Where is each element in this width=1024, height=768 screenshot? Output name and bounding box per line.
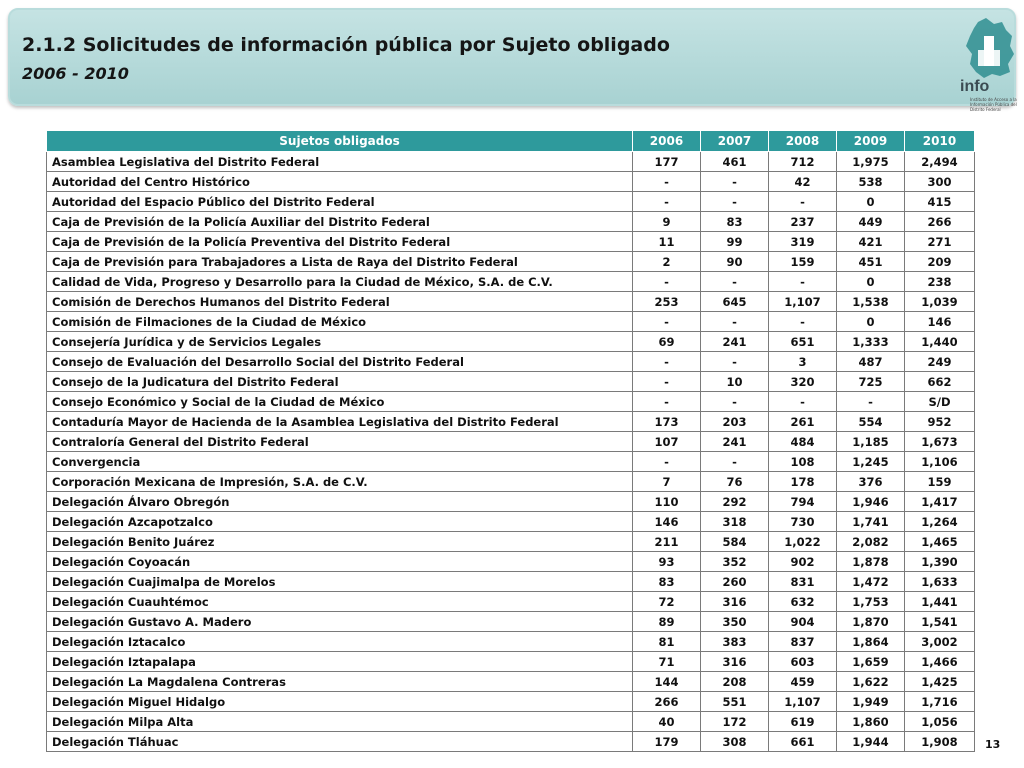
request-count-cell: 40 [633, 712, 701, 732]
request-count-cell: 249 [905, 352, 975, 372]
request-count-cell: 1,870 [837, 612, 905, 632]
request-count-cell: 179 [633, 732, 701, 752]
request-count-cell: 260 [701, 572, 769, 592]
request-count-cell: 1,946 [837, 492, 905, 512]
request-count-cell: 203 [701, 412, 769, 432]
subject-name-cell: Contraloría General del Distrito Federal [47, 432, 633, 452]
request-count-cell: - [633, 272, 701, 292]
request-count-cell: 208 [701, 672, 769, 692]
request-count-cell: 211 [633, 532, 701, 552]
subject-name-cell: Delegación Coyoacán [47, 552, 633, 572]
table-row [47, 232, 975, 252]
column-header-year: 2009 [837, 131, 905, 152]
table-body [47, 152, 975, 752]
table-row [47, 592, 975, 612]
subject-name-cell: Comisión de Filmaciones de la Ciudad de México [47, 312, 633, 332]
subject-name-cell: Delegación Cuajimalpa de Morelos [47, 572, 633, 592]
request-count-cell: 173 [633, 412, 701, 432]
request-count-cell: 2 [633, 252, 701, 272]
subject-name-cell: Consejo de Evaluación del Desarrollo Social del Distrito Federal [47, 352, 633, 372]
request-count-cell: 712 [769, 152, 837, 172]
request-count-cell: 449 [837, 212, 905, 232]
request-count-cell: 451 [837, 252, 905, 272]
request-count-cell: 1,753 [837, 592, 905, 612]
request-count-cell: - [701, 312, 769, 332]
request-count-cell: 1,107 [769, 692, 837, 712]
request-count-cell: - [633, 312, 701, 332]
table-row [47, 732, 975, 752]
table-row [47, 472, 975, 492]
request-count-cell: - [769, 272, 837, 292]
request-count-cell: 487 [837, 352, 905, 372]
request-count-cell: 72 [633, 592, 701, 612]
request-count-cell: 1,878 [837, 552, 905, 572]
request-count-cell: 238 [905, 272, 975, 292]
request-count-cell: 484 [769, 432, 837, 452]
request-count-cell: 1,106 [905, 452, 975, 472]
column-header-year: 2008 [769, 131, 837, 152]
request-count-cell: 178 [769, 472, 837, 492]
request-count-cell: 93 [633, 552, 701, 572]
request-count-cell: 83 [701, 212, 769, 232]
request-count-cell: 651 [769, 332, 837, 352]
request-count-cell: 551 [701, 692, 769, 712]
subject-name-cell: Asamblea Legislativa del Distrito Federal [47, 152, 633, 172]
request-count-cell: 1,472 [837, 572, 905, 592]
column-header-subject: Sujetos obligados [47, 131, 633, 152]
table-row [47, 392, 975, 412]
column-header-year: 2007 [701, 131, 769, 152]
request-count-cell: 1,541 [905, 612, 975, 632]
request-count-cell: 71 [633, 652, 701, 672]
request-count-cell: 584 [701, 532, 769, 552]
request-count-cell: - [633, 392, 701, 412]
table-row [47, 212, 975, 232]
table-row [47, 432, 975, 452]
request-count-cell: 0 [837, 272, 905, 292]
request-count-cell: 538 [837, 172, 905, 192]
table-header-row [47, 131, 975, 152]
request-count-cell: 241 [701, 432, 769, 452]
table-row [47, 272, 975, 292]
table-row [47, 252, 975, 272]
requests-table [46, 130, 975, 752]
request-count-cell: 3 [769, 352, 837, 372]
request-count-cell: 1,022 [769, 532, 837, 552]
column-header-year: 2006 [633, 131, 701, 152]
request-count-cell: 316 [701, 652, 769, 672]
request-count-cell: 319 [769, 232, 837, 252]
request-count-cell: 1,673 [905, 432, 975, 452]
request-count-cell: 554 [837, 412, 905, 432]
request-count-cell: - [633, 352, 701, 372]
table-row [47, 412, 975, 432]
request-count-cell: 10 [701, 372, 769, 392]
request-count-cell: 271 [905, 232, 975, 252]
request-count-cell: 350 [701, 612, 769, 632]
request-count-cell: 83 [633, 572, 701, 592]
table-row [47, 452, 975, 472]
request-count-cell: 42 [769, 172, 837, 192]
request-count-cell: 1,039 [905, 292, 975, 312]
request-count-cell: 1,056 [905, 712, 975, 732]
request-count-cell: 90 [701, 252, 769, 272]
request-count-cell: - [701, 192, 769, 212]
subject-name-cell: Caja de Previsión de la Policía Auxiliar del Distrito Federal [47, 212, 633, 232]
table-row [47, 612, 975, 632]
table-row [47, 672, 975, 692]
request-count-cell: 1,425 [905, 672, 975, 692]
request-count-cell: 1,245 [837, 452, 905, 472]
request-count-cell: 266 [633, 692, 701, 712]
request-count-cell: 1,417 [905, 492, 975, 512]
request-count-cell: 292 [701, 492, 769, 512]
request-count-cell: 603 [769, 652, 837, 672]
request-count-cell: 110 [633, 492, 701, 512]
request-count-cell: 619 [769, 712, 837, 732]
request-count-cell: - [837, 392, 905, 412]
request-count-cell: 237 [769, 212, 837, 232]
request-count-cell: 352 [701, 552, 769, 572]
subject-name-cell: Consejo de la Judicatura del Distrito Federal [47, 372, 633, 392]
request-count-cell: 1,741 [837, 512, 905, 532]
request-count-cell: 241 [701, 332, 769, 352]
request-count-cell: 1,633 [905, 572, 975, 592]
request-count-cell: 1,440 [905, 332, 975, 352]
request-count-cell: 177 [633, 152, 701, 172]
request-count-cell: 99 [701, 232, 769, 252]
request-count-cell: 459 [769, 672, 837, 692]
request-count-cell: 725 [837, 372, 905, 392]
request-count-cell: 1,908 [905, 732, 975, 752]
request-count-cell: 253 [633, 292, 701, 312]
subject-name-cell: Delegación Tláhuac [47, 732, 633, 752]
request-count-cell: 7 [633, 472, 701, 492]
request-count-cell: 209 [905, 252, 975, 272]
request-count-cell: 316 [701, 592, 769, 612]
request-count-cell: 421 [837, 232, 905, 252]
request-count-cell: - [701, 272, 769, 292]
subject-name-cell: Delegación Iztacalco [47, 632, 633, 652]
request-count-cell: 730 [769, 512, 837, 532]
subject-name-cell: Consejo Económico y Social de la Ciudad de México [47, 392, 633, 412]
request-count-cell: 0 [837, 312, 905, 332]
table-row [47, 172, 975, 192]
page-title: 2.1.2 Solicitudes de información pública por Sujeto obligado [22, 34, 670, 56]
table-row [47, 572, 975, 592]
request-count-cell: 107 [633, 432, 701, 452]
table-row [47, 652, 975, 672]
request-count-cell: 266 [905, 212, 975, 232]
request-count-cell: 9 [633, 212, 701, 232]
request-count-cell: 159 [769, 252, 837, 272]
request-count-cell: - [633, 192, 701, 212]
request-count-cell: 1,622 [837, 672, 905, 692]
subject-name-cell: Delegación Iztapalapa [47, 652, 633, 672]
table-row [47, 552, 975, 572]
request-count-cell: 0 [837, 192, 905, 212]
request-count-cell: 89 [633, 612, 701, 632]
table-row [47, 372, 975, 392]
request-count-cell: 1,333 [837, 332, 905, 352]
table-row [47, 632, 975, 652]
request-count-cell: 3,002 [905, 632, 975, 652]
request-count-cell: 1,390 [905, 552, 975, 572]
request-count-cell: 261 [769, 412, 837, 432]
table-row [47, 292, 975, 312]
request-count-cell: 1,949 [837, 692, 905, 712]
request-count-cell: 318 [701, 512, 769, 532]
request-count-cell: - [701, 172, 769, 192]
request-count-cell: 172 [701, 712, 769, 732]
subject-name-cell: Caja de Previsión de la Policía Preventiva del Distrito Federal [47, 232, 633, 252]
request-count-cell: 661 [769, 732, 837, 752]
subject-name-cell: Delegación Cuauhtémoc [47, 592, 633, 612]
subject-name-cell: Consejería Jurídica y de Servicios Legales [47, 332, 633, 352]
table-row [47, 352, 975, 372]
request-count-cell: 837 [769, 632, 837, 652]
request-count-cell: 1,107 [769, 292, 837, 312]
subject-name-cell: Delegación Benito Juárez [47, 532, 633, 552]
request-count-cell: 461 [701, 152, 769, 172]
request-count-cell: 2,494 [905, 152, 975, 172]
request-count-cell: 902 [769, 552, 837, 572]
request-count-cell: - [633, 172, 701, 192]
request-count-cell: 2,082 [837, 532, 905, 552]
request-count-cell: 415 [905, 192, 975, 212]
subject-name-cell: Contaduría Mayor de Hacienda de la Asamblea Legislativa del Distrito Federal [47, 412, 633, 432]
request-count-cell: 1,466 [905, 652, 975, 672]
subject-name-cell: Delegación Miguel Hidalgo [47, 692, 633, 712]
request-count-cell: 320 [769, 372, 837, 392]
subject-name-cell: Comisión de Derechos Humanos del Distrito Federal [47, 292, 633, 312]
subject-name-cell: Calidad de Vida, Progreso y Desarrollo para la Ciudad de México, S.A. de C.V. [47, 272, 633, 292]
request-count-cell: 645 [701, 292, 769, 312]
request-count-cell: 794 [769, 492, 837, 512]
request-count-cell: 1,441 [905, 592, 975, 612]
table-row [47, 192, 975, 212]
request-count-cell: 904 [769, 612, 837, 632]
request-count-cell: - [769, 312, 837, 332]
request-count-cell: 1,716 [905, 692, 975, 712]
logo-text: info [960, 78, 990, 95]
request-count-cell: 1,975 [837, 152, 905, 172]
table-row [47, 712, 975, 732]
request-count-cell: 1,860 [837, 712, 905, 732]
column-header-year: 2010 [905, 131, 975, 152]
request-count-cell: 11 [633, 232, 701, 252]
request-count-cell: 69 [633, 332, 701, 352]
request-count-cell: 81 [633, 632, 701, 652]
table-row [47, 532, 975, 552]
request-count-cell: 1,185 [837, 432, 905, 452]
table-row [47, 692, 975, 712]
request-count-cell: 76 [701, 472, 769, 492]
subject-name-cell: Delegación Álvaro Obregón [47, 492, 633, 512]
request-count-cell: 1,538 [837, 292, 905, 312]
request-count-cell: - [701, 352, 769, 372]
subject-name-cell: Delegación La Magdalena Contreras [47, 672, 633, 692]
request-count-cell: 1,944 [837, 732, 905, 752]
table-row [47, 312, 975, 332]
request-count-cell: 300 [905, 172, 975, 192]
subject-name-cell: Caja de Previsión para Trabajadores a Lista de Raya del Distrito Federal [47, 252, 633, 272]
logo-caption: Instituto de Acceso a la Información Pública del Distrito Federal [970, 97, 1017, 112]
table-row [47, 492, 975, 512]
table-row [47, 332, 975, 352]
request-count-cell: 108 [769, 452, 837, 472]
table-row [47, 512, 975, 532]
page-subtitle: 2006 - 2010 [22, 64, 129, 83]
request-count-cell: 308 [701, 732, 769, 752]
request-count-cell: - [701, 452, 769, 472]
request-count-cell: 662 [905, 372, 975, 392]
subject-name-cell: Convergencia [47, 452, 633, 472]
request-count-cell: - [701, 392, 769, 412]
request-count-cell: - [769, 192, 837, 212]
request-count-cell: 831 [769, 572, 837, 592]
request-count-cell: 1,465 [905, 532, 975, 552]
request-count-cell: - [769, 392, 837, 412]
request-count-cell: 1,659 [837, 652, 905, 672]
request-count-cell: 1,264 [905, 512, 975, 532]
subject-name-cell: Delegación Milpa Alta [47, 712, 633, 732]
request-count-cell: 146 [633, 512, 701, 532]
subject-name-cell: Autoridad del Espacio Público del Distrito Federal [47, 192, 633, 212]
request-count-cell: 632 [769, 592, 837, 612]
title-banner [8, 8, 1017, 112]
request-count-cell: - [633, 452, 701, 472]
subject-name-cell: Delegación Gustavo A. Madero [47, 612, 633, 632]
request-count-cell: 159 [905, 472, 975, 492]
request-count-cell: 146 [905, 312, 975, 332]
page-number: 13 [985, 738, 1001, 751]
table-row [47, 152, 975, 172]
request-count-cell: 144 [633, 672, 701, 692]
request-count-cell: 1,864 [837, 632, 905, 652]
subject-name-cell: Autoridad del Centro Histórico [47, 172, 633, 192]
subject-name-cell: Delegación Azcapotzalco [47, 512, 633, 532]
request-count-cell: 383 [701, 632, 769, 652]
request-count-cell: 952 [905, 412, 975, 432]
request-count-cell: - [633, 372, 701, 392]
subject-name-cell: Corporación Mexicana de Impresión, S.A. de C.V. [47, 472, 633, 492]
request-count-cell: 376 [837, 472, 905, 492]
request-count-cell: S/D [905, 392, 975, 412]
